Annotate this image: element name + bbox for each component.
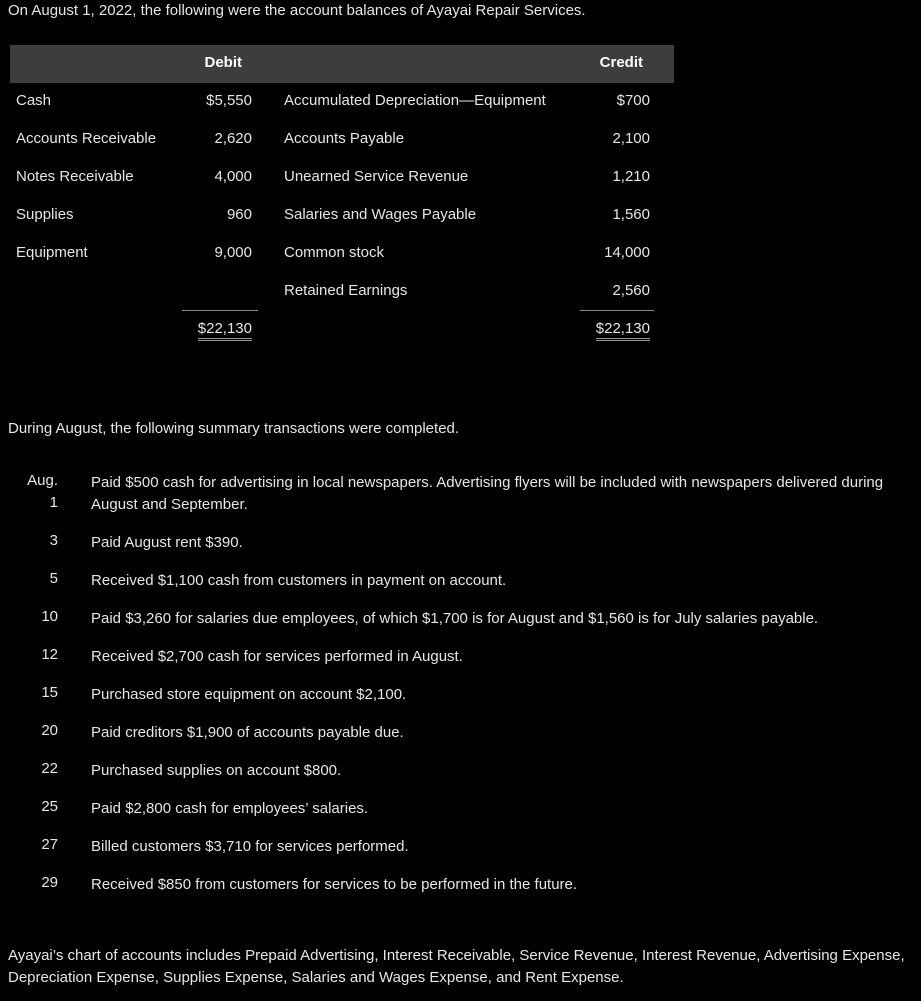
debit-amount: 9,000: [214, 244, 252, 261]
intro-text: On August 1, 2022, the following were the account balances of Ayayai Repair Services.: [8, 2, 586, 19]
credit-header: Credit: [599, 54, 643, 71]
debit-account: Cash: [16, 92, 52, 109]
credit-account: Salaries and Wages Payable: [284, 206, 477, 223]
debit-amount: 960: [226, 206, 252, 223]
transactions-intro: During August, the following summary transactions were completed.: [8, 420, 460, 437]
debit-account: Notes Receivable: [16, 168, 134, 185]
transaction-day: 29: [41, 874, 58, 891]
transaction-text: Paid creditors $1,900 of accounts payable due.: [91, 724, 404, 741]
debit-total-value: $22,130: [198, 320, 252, 341]
debit-header: Debit: [204, 54, 242, 71]
credit-account: Accumulated Depreciation—Equipment: [284, 92, 546, 109]
transaction-text: Purchased store equipment on account $2,100.: [91, 686, 407, 703]
transaction-text: Received $1,100 cash from customers in payment on account.: [91, 572, 507, 589]
credit-amount: 14,000: [604, 244, 650, 261]
debit-account: Supplies: [16, 206, 74, 223]
transaction-day: 10: [41, 608, 58, 625]
transaction-day: 5: [49, 570, 58, 587]
transaction-day: 25: [41, 798, 58, 815]
transaction-text: Received $850 from customers for services to be performed in the future.: [91, 876, 578, 893]
transaction-month: Aug.: [27, 472, 58, 489]
credit-amount: 1,210: [612, 168, 650, 185]
credit-sum-line: [580, 310, 654, 311]
transaction-day: 22: [41, 760, 58, 777]
credit-amount: 2,100: [612, 130, 650, 147]
transaction-text: Paid $500 cash for advertising in local newspapers. Advertising flyers will be included with newspapers delivered during August and September.: [91, 474, 884, 513]
credit-account: Accounts Payable: [284, 130, 405, 147]
credit-account: Unearned Service Revenue: [284, 168, 469, 185]
credit-amount: 2,560: [612, 282, 650, 299]
transaction-text: Received $2,700 cash for services performed in August.: [91, 648, 463, 665]
transaction-day: 1: [49, 494, 58, 511]
debit-account: Accounts Receivable: [16, 130, 157, 147]
transaction-day: 20: [41, 722, 58, 739]
credit-total: [560, 320, 650, 337]
debit-sum-line: [182, 310, 258, 311]
debit-total: [172, 320, 252, 337]
transaction-day: 15: [41, 684, 58, 701]
debit-amount: $5,550: [206, 92, 252, 109]
chart-of-accounts-note: Ayayai’s chart of accounts includes Prepaid Advertising, Interest Receivable, Service Revenue, Interest Revenue, Advertising Expense, Depreciation Expense, Supplies Expense, Salaries and Wages Expense, and Rent Expense.: [8, 947, 905, 986]
transaction-text: Purchased supplies on account $800.: [91, 762, 342, 779]
transaction-day: 3: [49, 532, 58, 549]
transaction-text: Paid $3,260 for salaries due employees, of which $1,700 is for August and $1,560 is for July salaries payable.: [91, 610, 819, 627]
transaction-text: Billed customers $3,710 for services performed.: [91, 838, 409, 855]
debit-account: Equipment: [16, 244, 88, 261]
credit-account: Common stock: [284, 244, 385, 261]
credit-amount: 1,560: [612, 206, 650, 223]
transaction-text: Paid $2,800 cash for employees’ salaries.: [91, 800, 369, 817]
credit-amount: $700: [616, 92, 650, 109]
debit-amount: 4,000: [214, 168, 252, 185]
credit-account: Retained Earnings: [284, 282, 408, 299]
credit-total-value: $22,130: [596, 320, 650, 341]
debit-amount: 2,620: [214, 130, 252, 147]
transaction-text: Paid August rent $390.: [91, 534, 243, 551]
transaction-day: 27: [41, 836, 58, 853]
transaction-day: 12: [41, 646, 58, 663]
